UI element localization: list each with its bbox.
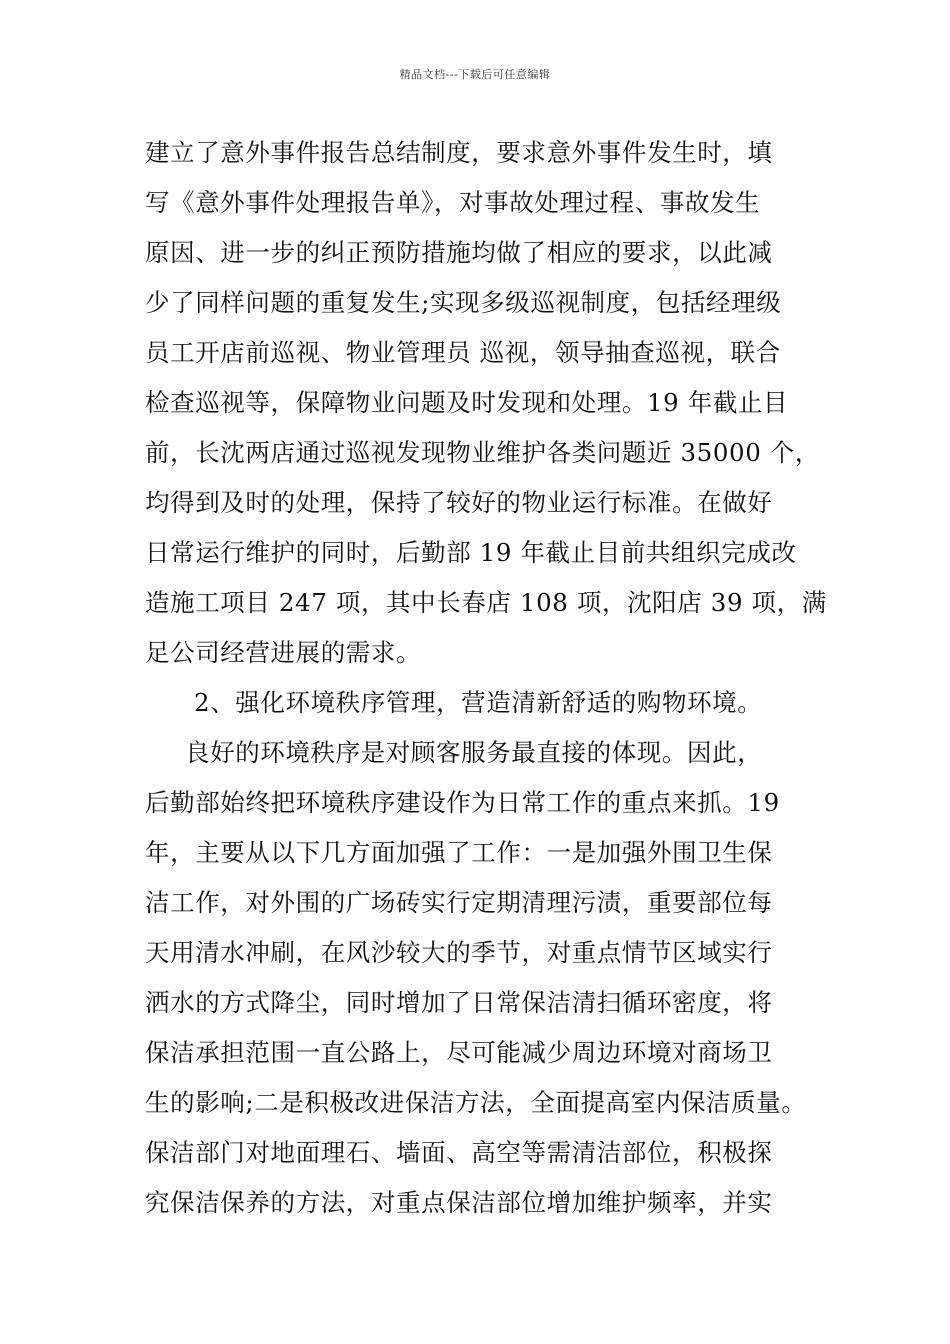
section-heading (145, 678, 835, 728)
text-line: 年，主要从以下几方面加强了工作：一是加强外围卫生保 (145, 838, 773, 867)
text-line: 良好的环境秩序是对顾客服务最直接的体现。因此， (185, 738, 763, 767)
text-line: 日常运行维护的同时，后勤部 19 年截止目前共组织完成改 (145, 538, 797, 567)
text-line: 究保洁保养的方法，对重点保洁部位增加维护频率，并实 (145, 1188, 773, 1217)
text-line: 天用清水冲刷，在风沙较大的季节，对重点情节区域实行 (145, 938, 773, 967)
text-line: 后勤部始终把环境秩序建设作为日常工作的重点来抓。19 (145, 788, 780, 817)
paragraph-1 (145, 128, 835, 678)
text-line: 前，长沈两店通过巡视发现物业维护各类问题近 35000 个， (145, 438, 821, 467)
document-body (145, 128, 835, 1228)
text-line: 保洁承担范围一直公路上，尽可能减少周边环境对商场卫 (145, 1038, 773, 1067)
text-line: 原因、进一步的纠正预防措施均做了相应的要求，以此减 (145, 238, 773, 267)
page-header: 精品文档---下载后可任意编辑 (399, 68, 551, 81)
text-line: 洁工作，对外围的广场砖实行定期清理污渍，重要部位每 (145, 888, 773, 917)
text-line: 员工开店前巡视、物业管理员 巡视，领导抽查巡视，联合 (145, 338, 781, 367)
paragraph-2 (145, 728, 835, 1228)
text-line: 检查巡视等，保障物业问题及时发现和处理。19 年截止目 (145, 388, 789, 417)
text-line: 保洁部门对地面理石、墙面、高空等需清洁部位，积极探 (145, 1138, 773, 1167)
text-line: 少了同样问题的重复发生;实现多级巡视制度，包括经理级 (145, 288, 782, 317)
text-line: 造施工项目 247 项，其中长春店 108 项，沈阳店 39 项，满 (145, 588, 827, 617)
text-line: 洒水的方式降尘，同时增加了日常保洁清扫循环密度，将 (145, 988, 773, 1017)
text-line: 均得到及时的处理，保持了较好的物业运行标准。在做好 (145, 488, 773, 517)
text-line: 生的影响;二是积极改进保洁方法，全面提高室内保洁质量。 (145, 1088, 807, 1117)
text-line: 写《意外事件处理报告单》，对事故处理过程、事故发生 (145, 188, 761, 217)
text-line: 足公司经营进展的需求。 (145, 638, 422, 667)
heading-line: 2、强化环境秩序管理，营造清新舒适的购物环境。 (194, 688, 763, 717)
text-line: 建立了意外事件报告总结制度，要求意外事件发生时，填 (145, 138, 773, 167)
